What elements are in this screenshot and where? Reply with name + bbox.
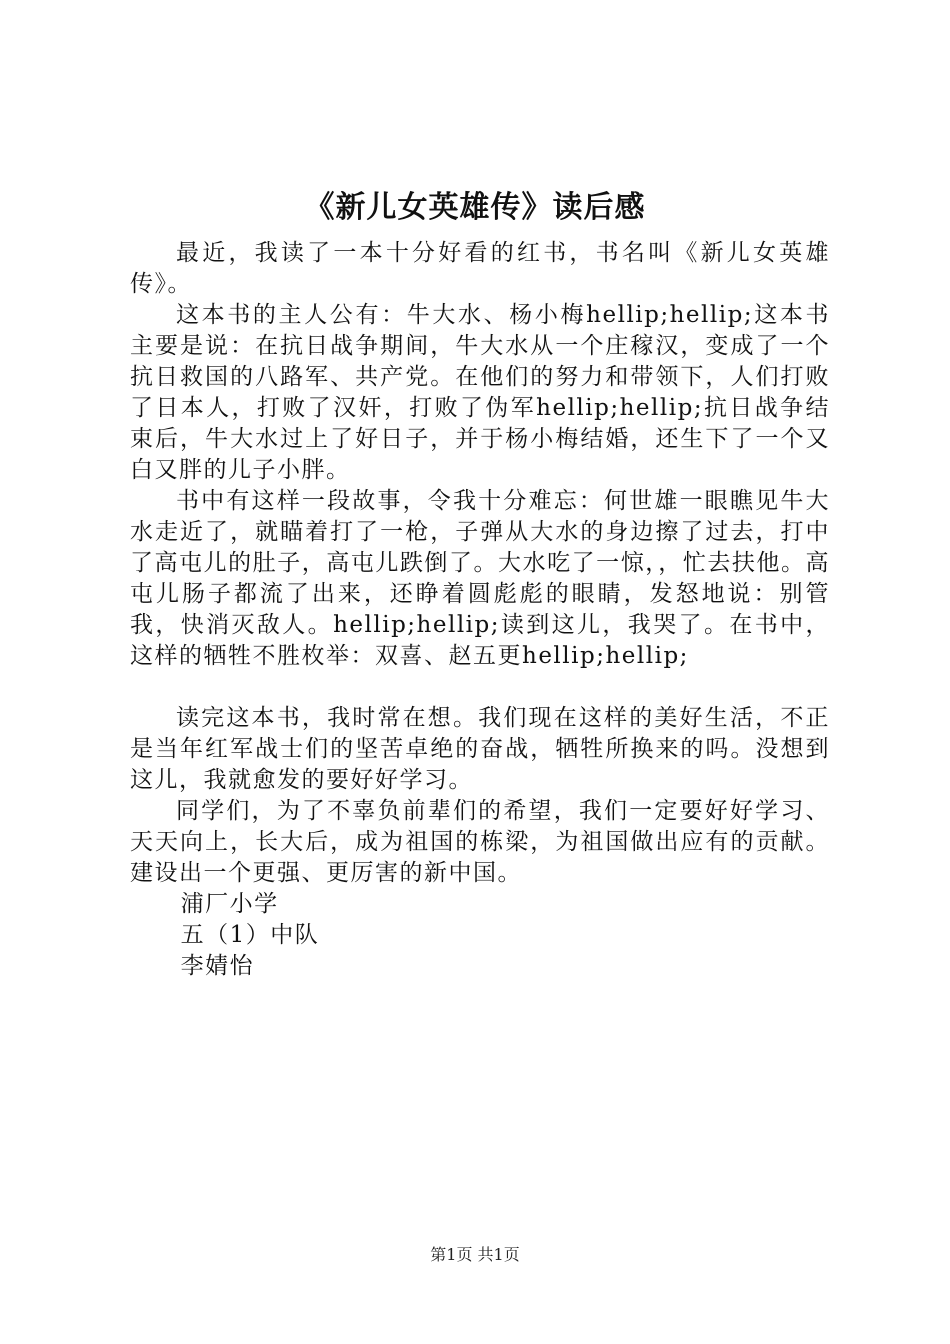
document-title: 《新儿女英雄传》读后感	[304, 190, 646, 225]
page-footer: 第1页 共1页	[430, 1245, 520, 1264]
document-body	[130, 238, 830, 982]
paragraph-spacer	[130, 672, 830, 703]
signature-class: 五（1）中队	[180, 922, 320, 948]
paragraph-reflection: 读完这本书，我时常在想。我们现在这样的美好生活，不正是当年红军战士们的坚苦卓绝的奋战，牺牲所换来的吗。没想到这儿，我就愈发的要好好学习。	[130, 705, 830, 793]
paragraph-appeal: 同学们，为了不辜负前辈们的希望，我们一定要好好学习、天天向上，长大后，成为祖国的栋梁，为祖国做出应有的贡献。建设出一个更强、更厉害的新中国。	[130, 798, 830, 886]
paragraph-story: 书中有这样一段故事，令我十分难忘：何世雄一眼瞧见牛大水走近了，就瞄着打了一枪，子弹从大水的身边擦了过去，打中了高屯儿的肚子，高屯儿跌倒了。大水吃了一惊，，忙去扶他。高屯儿肠子都流了出来，还睁着圆彪彪的眼睛，发怒地说：别管我，快消灭敌人。hellip;hellip;读到这儿，我哭了。在书中，这样的牺牲不胜枚举：双喜、赵五更hellip;hellip;	[130, 488, 830, 669]
signature-school: 浦厂小学	[180, 891, 279, 917]
paragraph-summary: 这本书的主人公有：牛大水、杨小梅hellip;hellip;这本书主要是说：在抗日战争期间，牛大水从一个庄稼汉，变成了一个抗日救国的八路军、共产党。在他们的努力和带领下，人们打败了日本人，打败了汉奸，打败了伪军hellip;hellip;抗日战争结束后，牛大水过上了好日子，并于杨小梅结婚，还生下了一个又白又胖的儿子小胖。	[130, 302, 830, 483]
paragraph-intro: 最近，我读了一本十分好看的红书，书名叫《新儿女英雄传》。	[130, 240, 830, 297]
signature-author: 李婧怡	[180, 953, 255, 979]
